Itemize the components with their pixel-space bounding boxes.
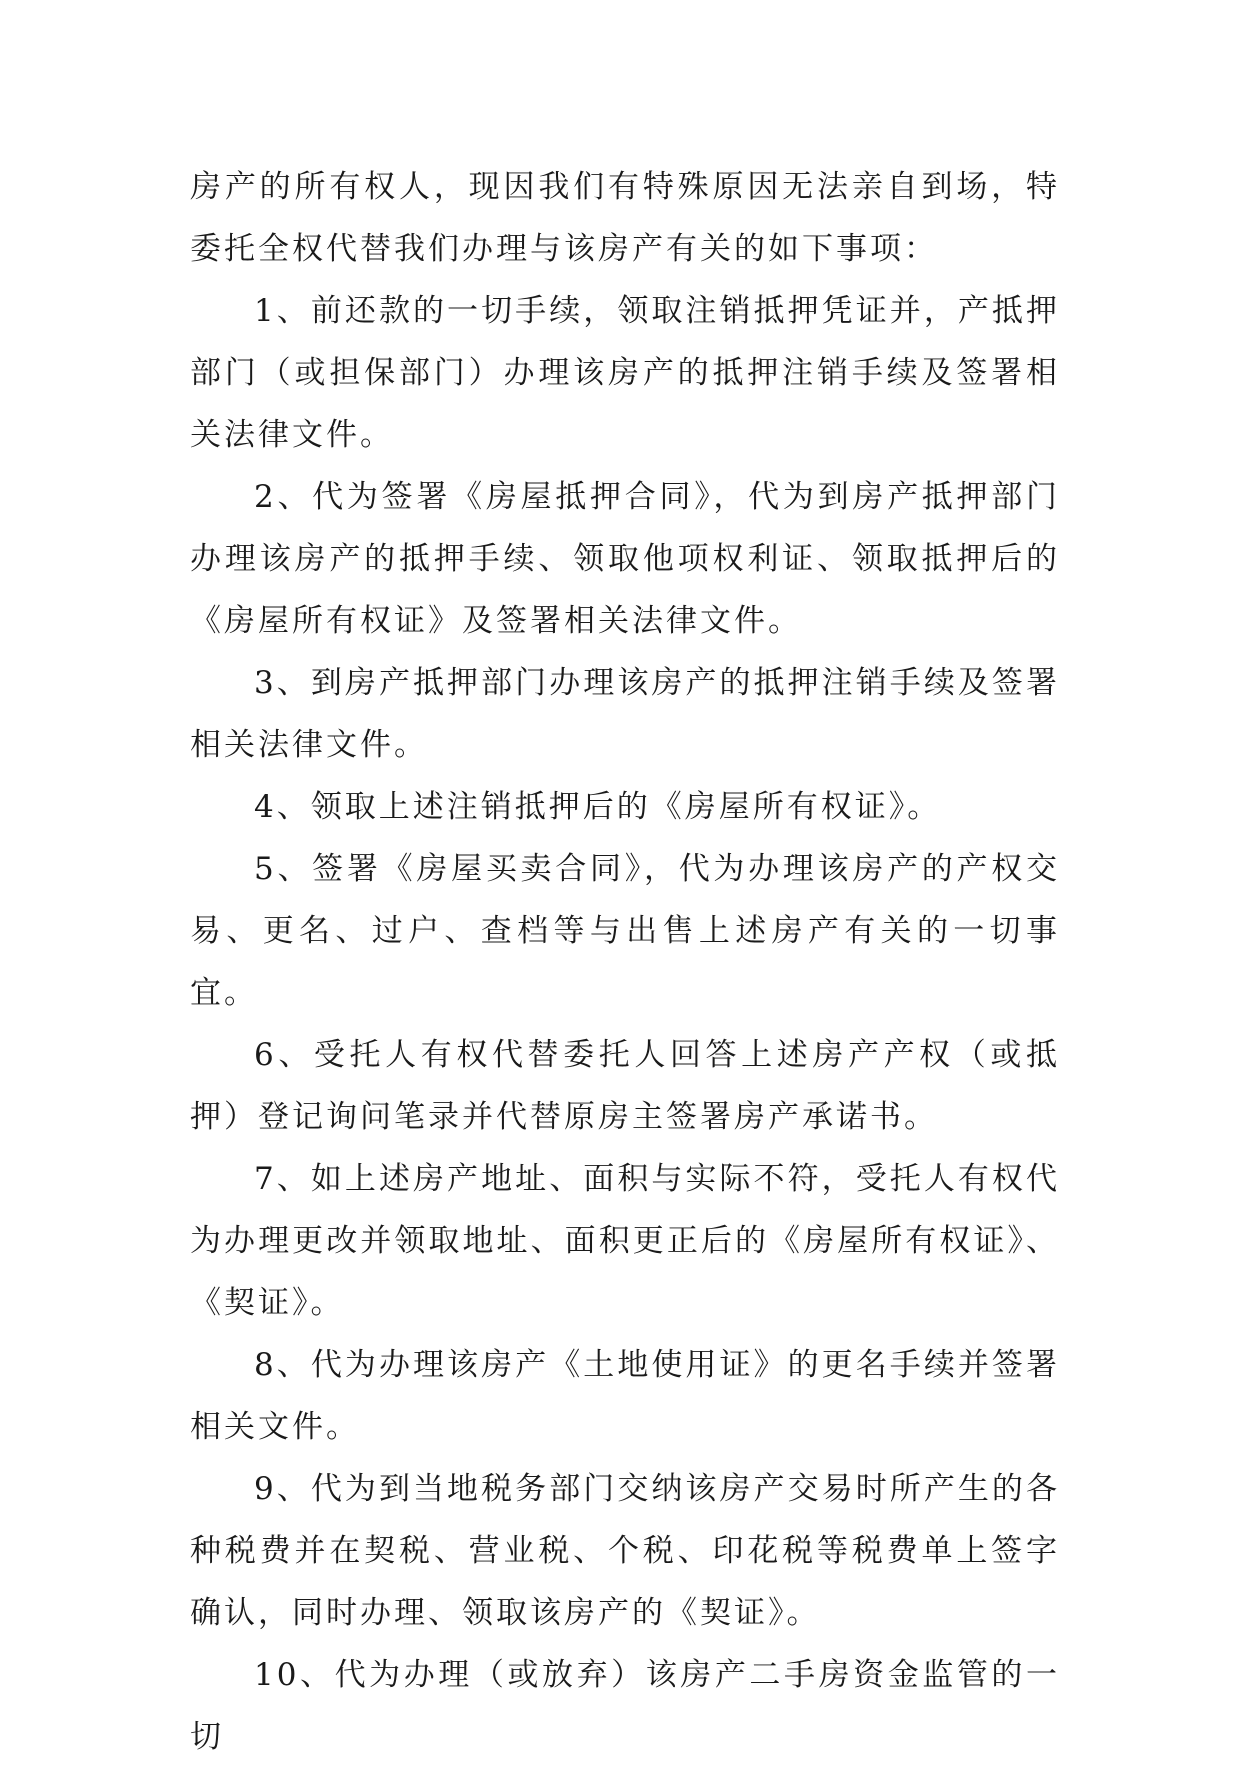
paragraph-item-4: 4、领取上述注销抵押后的《房屋所有权证》。 — [254, 789, 942, 825]
paragraph-item-1: 1、前还款的一切手续，领取注销抵押凭证并，产抵押部门（或担保部门）办理该房产的抵押注销手续及签署相关法律文件。 — [190, 293, 1060, 453]
paragraph-item-10: 10、代为办理（或放弃）该房产二手房资金监管的一切 — [190, 1657, 1060, 1755]
paragraph-item-8: 8、代为办理该房产《土地使用证》的更名手续并签署相关文件。 — [190, 1347, 1060, 1445]
paragraph-item-7: 7、如上述房产地址、面积与实际不符，受托人有权代为办理更改并领取地址、面积更正后的《房屋所有权证》、《契证》。 — [190, 1161, 1060, 1321]
paragraph-item-9: 9、代为到当地税务部门交纳该房产交易时所产生的各种税费并在契税、营业税、个税、印花税等税费单上签字确认，同时办理、领取该房产的《契证》。 — [190, 1471, 1060, 1631]
paragraph-item-6: 6、受托人有权代替委托人回答上述房产产权（或抵押）登记询问笔录并代替原房主签署房产承诺书。 — [190, 1037, 1060, 1135]
document-body — [190, 156, 1060, 1768]
paragraph-item-2: 2、代为签署《房屋抵押合同》，代为到房产抵押部门办理该房产的抵押手续、领取他项权利证、领取抵押后的《房屋所有权证》及签署相关法律文件。 — [190, 479, 1060, 639]
paragraph-item-5: 5、签署《房屋买卖合同》，代为办理该房产的产权交易、更名、过户、查档等与出售上述房产有关的一切事宜。 — [190, 851, 1060, 1011]
paragraph-item-3: 3、到房产抵押部门办理该房产的抵押注销手续及签署相关法律文件。 — [190, 665, 1060, 763]
paragraph-intro: 房产的所有权人，现因我们有特殊原因无法亲自到场，特委托全权代替我们办理与该房产有关的如下事项： — [190, 169, 1060, 267]
